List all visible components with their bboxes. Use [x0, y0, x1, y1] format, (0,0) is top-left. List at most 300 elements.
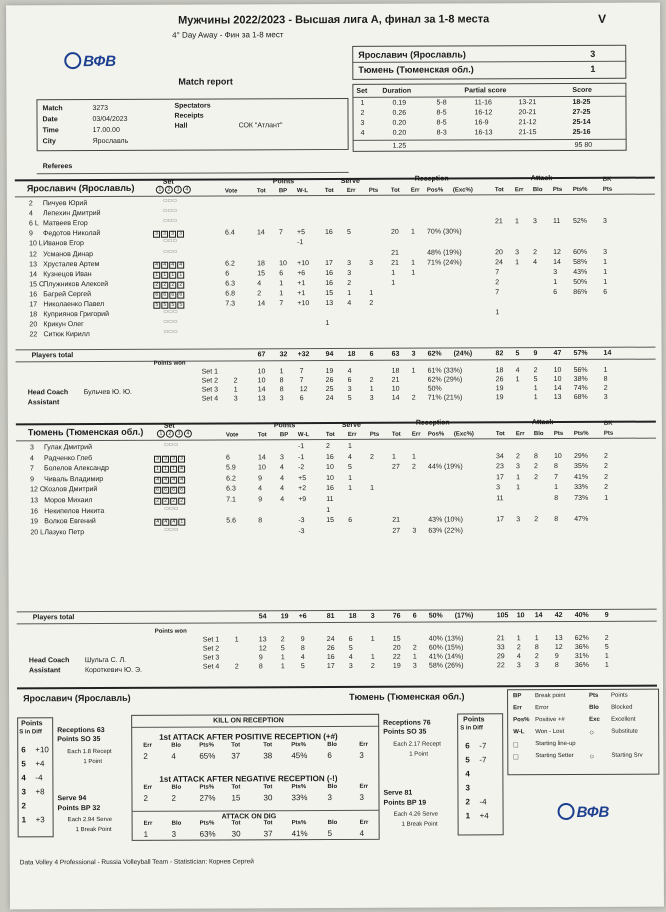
player-name: Радченко Глеб — [43, 454, 93, 462]
hall-value: СОК "Атлант" — [238, 122, 283, 130]
col-head: W-L — [297, 432, 310, 439]
kill-col-head: Pts% — [291, 784, 307, 791]
kill-col-head: Tot — [263, 820, 273, 827]
player-number: 9 — [29, 230, 33, 238]
player-sets — [154, 518, 186, 526]
vfv-logo: ВФВ — [64, 52, 116, 70]
set-bk: 1 — [603, 366, 608, 374]
set-label: Set 3 — [201, 386, 219, 394]
stat-tot: 14 — [257, 453, 266, 461]
kill-title: KILL ON RECEPTION — [213, 717, 284, 725]
col-head: Tot — [390, 187, 400, 194]
stat-wl: -2 — [298, 464, 305, 472]
kill-col-head: Blo — [171, 820, 182, 827]
total-spts: 6 — [369, 350, 374, 358]
player-number: 12 C — [30, 486, 45, 494]
player-sets-empty: ▭▭▭ — [163, 238, 178, 245]
hall-label: Hall — [174, 122, 188, 130]
stat-serr: 1 — [348, 474, 353, 482]
col-head: Pts — [603, 430, 614, 437]
total-serr: 18 — [348, 612, 357, 620]
legend-key: BP — [513, 693, 522, 700]
set-aerr: 1 — [515, 376, 520, 384]
player-name: Матвеев Егор — [42, 220, 88, 228]
set-bk: 1 — [604, 661, 609, 669]
set-apct: 56% — [573, 366, 588, 374]
stat-apct: 35% — [574, 463, 589, 471]
points-won-label: Points won — [154, 628, 187, 635]
set-stat: 13 — [257, 395, 266, 403]
set-stot: 25 — [325, 386, 334, 394]
set-label: Set 4 — [202, 663, 220, 671]
stat-wl: +1 — [297, 279, 306, 287]
stat-rpos: 44% (19%) — [428, 463, 463, 471]
kill-value: 30 — [263, 793, 273, 803]
legend-symbol-icon: □ — [513, 752, 519, 762]
col-head: Tot — [324, 188, 334, 195]
stat-atot: 1 — [495, 309, 500, 317]
stat-bp: 6 — [279, 269, 284, 277]
player-number: 2 — [28, 200, 33, 208]
set-atot: 19 — [495, 394, 504, 402]
stat-rpos: 48% (19%) — [427, 248, 462, 257]
set-box: 6 — [169, 292, 176, 299]
set-serr: 5 — [348, 644, 353, 652]
player-number: 20 L — [30, 529, 44, 537]
stat-wl: +6 — [297, 269, 306, 277]
stat-stot: 16 — [325, 229, 333, 237]
set-ablo: 3 — [534, 662, 539, 670]
set-box: 1 — [161, 271, 168, 278]
score-team2-sets: 1 — [590, 63, 596, 74]
set-box: 6 — [161, 292, 168, 299]
col-head-reception: Reception — [415, 419, 450, 427]
stat-spts: 3 — [369, 259, 374, 267]
stat-bk: 2 — [604, 462, 608, 471]
kill-col-head: Pts% — [199, 820, 215, 827]
set-rpos: 50% — [427, 385, 442, 393]
player-number: 13 — [29, 260, 37, 268]
partial-score: 8-3 — [436, 129, 447, 137]
set-duration: 0.20 — [392, 119, 407, 127]
player-number: 14 — [29, 270, 38, 279]
total-rpos: 50% — [428, 612, 443, 620]
stat-spts: 2 — [369, 453, 374, 461]
set-stat: 1 — [280, 663, 285, 671]
set-number: 1 — [360, 99, 365, 107]
set-rpos: 62% (29%) — [427, 376, 463, 384]
set-box: 4 — [169, 261, 176, 268]
col-head-bk: BK — [603, 420, 613, 427]
total-rexc: (17%) — [454, 612, 474, 620]
col-head: Tot — [391, 431, 401, 438]
legend-text: Blocked — [611, 704, 633, 711]
set-spts: 1 — [369, 385, 374, 393]
set-box: 5 — [153, 302, 160, 309]
stat-rtot: 27 — [392, 527, 401, 535]
left-sin-diff: S in Diff — [19, 729, 42, 736]
set-rpos: 41% (14%) — [428, 653, 464, 661]
set-label: Set 1 — [201, 368, 219, 376]
kill-col-head: Pts% — [291, 820, 307, 827]
city-value: Ярославль — [92, 137, 129, 146]
kill-value: 4 — [359, 828, 365, 838]
set-label: Set 1 — [202, 636, 220, 644]
set-rtot: 20 — [392, 644, 401, 652]
set-ablo: 2 — [533, 367, 538, 375]
player-sets — [153, 291, 185, 299]
set-box: 5 — [161, 302, 168, 309]
total-tot: 54 — [258, 613, 267, 621]
kill-col-head: Pts% — [199, 742, 214, 749]
stat-aerr: 3 — [516, 463, 520, 471]
divider — [16, 359, 656, 363]
volleyball-icon — [64, 52, 81, 69]
set-stot: 17 — [326, 663, 335, 671]
stat-bp: 7 — [279, 229, 283, 237]
col-head-attack: Attack — [531, 419, 554, 427]
col-head: Tot — [325, 432, 335, 439]
match-label: Match — [42, 105, 63, 113]
set-score: 25-16 — [572, 128, 591, 136]
stat-rerr: 2 — [412, 463, 416, 471]
stat-rtot: 21 — [392, 516, 401, 524]
set-number: 4 — [360, 129, 365, 137]
stat-vote: 6.2 — [225, 260, 235, 268]
set-serr: 4 — [347, 367, 352, 375]
stat-atot: 17 — [496, 516, 505, 524]
legend-symbol-icon: ○ — [589, 727, 595, 737]
stat-ablo: 4 — [533, 258, 538, 266]
stat-apct: 58% — [573, 258, 588, 266]
player-sets-empty: ▭▭▭ — [162, 217, 178, 224]
legend-key: Err — [513, 705, 522, 712]
kill-value: 30 — [231, 829, 241, 839]
legend-symbol-icon: □ — [513, 740, 519, 750]
set-rerr: 1 — [412, 653, 417, 661]
team-name: Тюмень (Тюменская обл.) — [27, 426, 144, 438]
set-box: 3 — [178, 455, 185, 462]
set-apct: 38% — [573, 375, 588, 383]
points-won-label: Points won — [153, 360, 186, 367]
stat-stot: 11 — [326, 496, 334, 504]
total-spts: 3 — [370, 612, 375, 620]
set-box: 1 — [162, 466, 169, 473]
player-sets-empty: ▭▭▭ — [163, 248, 178, 255]
set-atot: 19 — [495, 385, 504, 393]
kill-value: 3 — [327, 793, 332, 803]
col-head: BP — [279, 432, 289, 439]
set-box: 2 — [170, 498, 177, 505]
set-box: 4 — [178, 466, 185, 473]
set-stat: 8 — [300, 645, 305, 653]
col-head: Tot — [257, 432, 267, 439]
set-stat: 9 — [300, 636, 305, 644]
set-stat: 7 — [299, 368, 304, 376]
set-aerr: 3 — [516, 662, 521, 670]
stat-wl: +1 — [297, 290, 306, 298]
stat-serr: 2 — [347, 279, 352, 287]
left-points-bp: Points BP 32 — [57, 805, 101, 813]
partial-score: 21-12 — [518, 119, 537, 127]
stat-serr: 5 — [348, 464, 352, 472]
stat-atot: 17 — [496, 474, 504, 482]
set-apct: 62% — [574, 634, 589, 642]
set-stat: 1 — [280, 654, 285, 662]
rotation-diff: -4 — [35, 773, 43, 783]
set-stot: 16 — [326, 654, 335, 662]
volleyball-icon — [558, 803, 575, 820]
player-name: Багрей Сергей — [43, 290, 92, 299]
col-head: Pts — [602, 186, 613, 193]
kill-value: 15 — [231, 793, 241, 803]
set-numbers — [156, 430, 192, 438]
set-stot: 24 — [325, 395, 334, 403]
stat-wl: +5 — [297, 229, 306, 237]
stat-tot: 14 — [257, 300, 266, 308]
partial-score: 8-5 — [436, 119, 447, 127]
stat-vote: 7.1 — [226, 496, 236, 504]
stat-wl: +9 — [298, 496, 307, 504]
set-stat: 5 — [300, 663, 305, 671]
right-serve: Serve 81 — [383, 789, 413, 797]
legend-text: Points — [611, 692, 628, 699]
set-stat: 2 — [280, 636, 285, 644]
total-apts: 47 — [553, 350, 562, 358]
stat-vote: 6.3 — [225, 280, 235, 288]
assistant-label: Assistant — [28, 667, 61, 675]
head-coach-name: Шульга С. Л. — [84, 656, 127, 665]
stat-ablo: 2 — [534, 516, 539, 524]
legend-text: Starting line-up — [535, 740, 576, 748]
stat-aerr: 1 — [515, 258, 520, 266]
stat-serr: 6 — [348, 517, 353, 525]
stat-stot: 15 — [326, 517, 335, 525]
kill-value: 27% — [199, 793, 216, 803]
left-each-serve: Each 2.94 Serve — [67, 816, 112, 824]
set-label: Set 4 — [201, 395, 219, 403]
set-rtot: 21 — [391, 376, 400, 384]
partial-score: 13-21 — [518, 99, 537, 107]
kill-value: 1 — [143, 829, 149, 839]
kill-value: 4 — [171, 751, 176, 761]
stat-rtot: 20 — [391, 229, 399, 237]
partial-score: 16-9 — [474, 119, 489, 127]
stat-bp: 1 — [279, 290, 284, 298]
set-stat: 8 — [279, 386, 284, 394]
stat-vote: 6.8 — [225, 290, 236, 298]
player-name: Иванов Егор — [43, 240, 84, 248]
stat-rtot: 1 — [391, 269, 396, 277]
total-aerr: 5 — [515, 350, 520, 358]
set-box: 1 — [154, 466, 161, 473]
col-head-vote: Vote — [224, 188, 238, 195]
stat-bk: 1 — [604, 494, 609, 502]
player-name: Некипелов Никита — [44, 507, 105, 515]
player-name: Лепехин Дмитрий — [42, 210, 101, 218]
rotation-diff: +8 — [35, 787, 45, 797]
col-head: (Exc%) — [453, 431, 474, 438]
team-name: Ярославич (Ярославль) — [26, 182, 135, 194]
stat-tot: 4 — [258, 485, 263, 493]
kill-value: 38 — [263, 751, 273, 761]
stat-apct: 73% — [574, 494, 589, 502]
set-stat: 1 — [279, 368, 284, 376]
kill-value: 45% — [291, 751, 308, 761]
city-label: City — [42, 138, 56, 146]
stat-spts: 1 — [369, 289, 374, 297]
stat-wl: -3 — [298, 527, 305, 535]
stat-apts: 3 — [553, 268, 558, 276]
summary-right-team: Тюмень (Тюменская обл.) — [349, 691, 465, 702]
set-duration: 0.19 — [392, 99, 407, 107]
player-sets — [154, 486, 186, 494]
set-box: 4 — [170, 476, 177, 483]
set-stat: 2 — [234, 663, 239, 671]
player-number: 15 C — [29, 281, 45, 289]
stat-vote: 6 — [225, 270, 230, 278]
set-apts: 12 — [554, 644, 563, 652]
kill-value: 3 — [359, 750, 364, 760]
set-box: 6 — [177, 292, 184, 299]
rotation-diff: -4 — [479, 797, 487, 807]
set-box: 4 — [178, 476, 185, 483]
right-one-breakpoint: 1 Break Point — [401, 821, 438, 828]
left-one-breakpoint: 1 Break Point — [75, 826, 112, 834]
col-head: Pts — [553, 431, 564, 438]
total-bk: 9 — [604, 611, 609, 619]
stat-apts: 10 — [553, 452, 562, 460]
col-head: Pos% — [426, 187, 444, 194]
set-number-circle: 3 — [175, 430, 183, 438]
set-stat: 13 — [258, 636, 267, 644]
legend-key: Exc — [589, 716, 600, 723]
set-spts: 1 — [370, 635, 375, 643]
set-stat: 8 — [279, 377, 284, 385]
player-sets — [154, 475, 186, 483]
set-rerr: 2 — [412, 644, 417, 652]
legend-key: Pts — [589, 692, 599, 699]
stat-rerr: 1 — [411, 228, 415, 236]
set-rtot: 19 — [392, 662, 401, 670]
player-name: Хрусталев Артем — [43, 260, 100, 268]
set-box: 3 — [154, 455, 161, 462]
set-box: 3 — [170, 455, 177, 462]
total-bp: 19 — [280, 613, 289, 621]
player-number: 22 — [29, 331, 38, 339]
set-apts: 10 — [553, 376, 562, 384]
stat-atot: 7 — [495, 289, 500, 297]
stat-atot: 11 — [496, 495, 504, 503]
set-rtot: 18 — [391, 367, 400, 375]
set-apct: 36% — [574, 661, 589, 669]
match-report-label: Match report — [178, 76, 233, 87]
time-label: Time — [42, 127, 59, 135]
set-number-circle: 4 — [184, 430, 192, 438]
set-box: 4 — [154, 519, 161, 526]
stat-stot: 16 — [325, 279, 334, 287]
rotation-number: 1 — [21, 815, 27, 825]
stat-vote: 6.2 — [226, 475, 236, 483]
players-total-label: Players total — [31, 352, 74, 360]
set-stat: 1 — [233, 386, 238, 394]
set-score: 18-25 — [572, 98, 591, 106]
rotation-number: 2 — [21, 801, 26, 811]
player-sets — [154, 497, 186, 505]
stat-serr: 3 — [347, 269, 352, 277]
stat-bp: 4 — [280, 496, 285, 504]
set-stat: 8 — [258, 663, 263, 671]
receipts-label: Receipts — [174, 112, 204, 120]
stat-tot: 9 — [258, 475, 263, 483]
set-spts: 2 — [369, 376, 374, 384]
rotation-number: 6 — [21, 745, 26, 755]
rotation-number: 5 — [21, 759, 26, 769]
stat-serr: 1 — [348, 485, 353, 493]
col-head: Err — [410, 187, 420, 194]
player-sets-empty: ▭▭▭ — [163, 318, 178, 325]
stat-wl: +10 — [297, 300, 310, 308]
stat-vote: 6 — [225, 454, 230, 462]
set-rpos: 61% (33%) — [427, 367, 463, 375]
set-apts: 13 — [553, 394, 562, 402]
stat-vote: 5.6 — [226, 517, 237, 525]
stat-wl: -1 — [297, 453, 305, 461]
kill-col-head: Tot — [263, 742, 273, 749]
col-head: Pts — [552, 187, 563, 194]
set-aerr: 1 — [516, 635, 521, 643]
stat-tot: 8 — [258, 517, 263, 525]
set-box: 1 — [153, 271, 160, 278]
kill-value: 41% — [291, 829, 308, 839]
total-bp: 32 — [279, 351, 288, 359]
kill-col-head: Pts% — [291, 742, 306, 749]
set-box: 1 — [177, 271, 184, 278]
assistant-name: Короткевич Ю. Э. — [84, 666, 142, 675]
stat-stot: 10 — [326, 464, 334, 472]
right-points-label: Points — [463, 716, 485, 724]
stat-apts: 11 — [552, 218, 561, 226]
partial-score: 16-12 — [474, 109, 493, 117]
stat-serr: 3 — [347, 259, 352, 267]
col-head: Err — [514, 187, 524, 194]
set-box: 4 — [170, 519, 177, 526]
rotation-number: 1 — [465, 811, 471, 821]
stat-spts: 2 — [369, 299, 374, 307]
stat-rtot: 1 — [391, 279, 396, 287]
divider — [15, 177, 655, 182]
total-apct: 57% — [573, 349, 588, 357]
total-rexc: (24%) — [453, 350, 473, 358]
kill-value: 3 — [171, 829, 177, 839]
stat-stot: 16 — [326, 485, 334, 493]
total-stot: 94 — [325, 351, 334, 359]
stat-rpos: 70% (30%) — [427, 228, 462, 236]
set-box: 3 — [161, 231, 168, 238]
stat-apct: 50% — [573, 278, 588, 286]
col-head-serve: Serve — [341, 421, 361, 429]
kill-col-head: Pts% — [199, 784, 215, 791]
set-number-circle: 1 — [157, 430, 165, 438]
rotation-number: 4 — [21, 773, 26, 783]
stat-serr: 1 — [347, 442, 352, 450]
player-number: 16 — [29, 291, 38, 299]
rotation-diff: +4 — [35, 759, 45, 769]
set-stat: 7 — [299, 377, 304, 385]
set-rerr: 2 — [411, 394, 416, 402]
kill-value: 2 — [171, 793, 176, 803]
set-box: 2 — [178, 498, 185, 505]
